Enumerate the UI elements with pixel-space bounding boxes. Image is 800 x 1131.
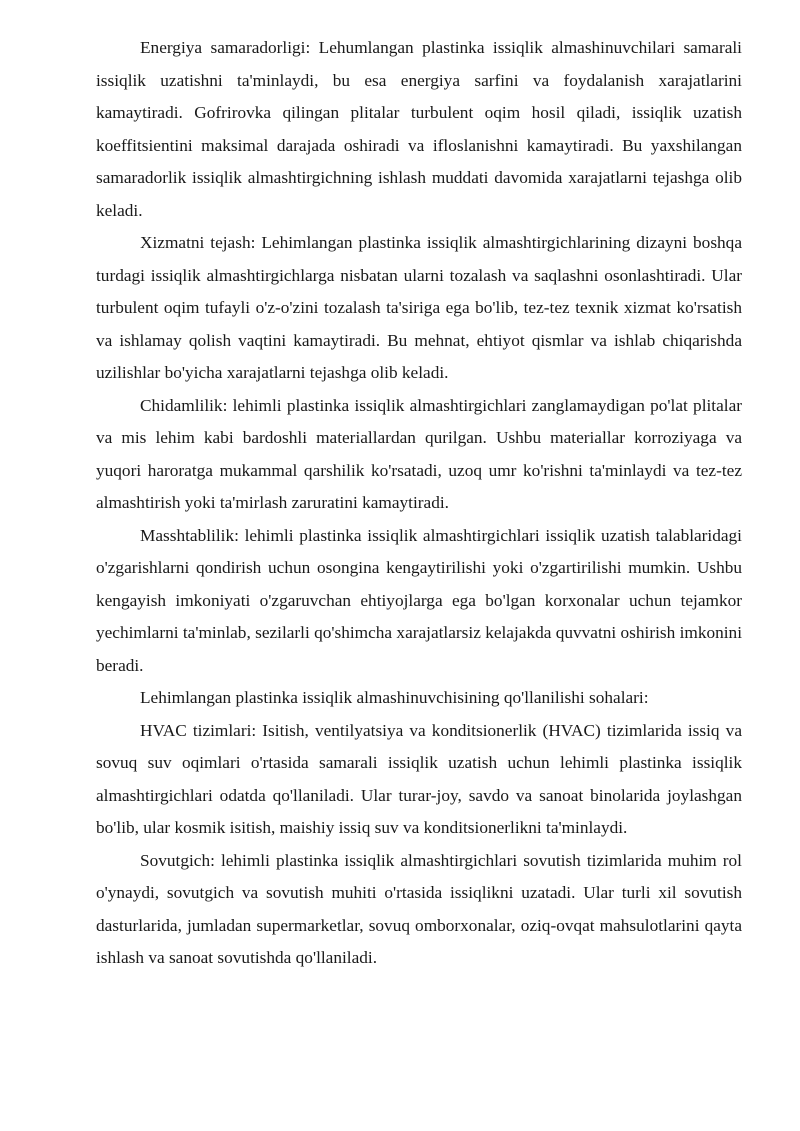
paragraph-energy-efficiency: Energiya samaradorligi: Lehumlangan plastinka issiqlik almashinuvchilari samarali issiqlik uzatishni ta'minlaydi, bu esa energiya sarfini va foydalanish xarajatlarini kamaytiradi. Gofrirovka qilingan plitalar turbulent oqim hosil qiladi, issiqlik uzatish koeffitsientini maksimal darajada oshiradi va ifloslanishni kamaytiradi. Bu yaxshilangan samaradorlik issiqlik almashtirgichning ishlash muddati davomida xarajatlarni tejashga olib keladi.: [96, 38, 742, 220]
paragraph-refrigeration: Sovutgich: lehimli plastinka issiqlik almashtirgichlari sovutish tizimlarida muhim rol o'ynaydi, sovutgich va sovutish muhiti o'rtasida issiqlikni uzatadi. Ular turli xil sovutish dasturlarida, jumladan supermarketlar, sovuq omborxonalar, oziq-ovqat mahsulotlarini qayta ishlash va sanoat sovutishda qo'llaniladi.: [96, 850, 742, 967]
paragraph-scalability: Masshtablilik: lehimli plastinka issiqlik almashtirgichlari issiqlik uzatish talablaridagi o'zgarishlarni qondirish uchun osongina kengaytirilishi yoki o'zgartirilishi mumkin. Ushbu kengayish imkoniyati o'zgaruvchan ehtiyojlarga ega bo'lgan korxonalar uchun tejamkor yechimlarni ta'minlab, sezilarli qo'shimcha xarajatlarsiz kelajakda quvvatni oshirish imkonini beradi.: [96, 525, 742, 675]
paragraph-service-savings: Xizmatni tejash: Lehimlangan plastinka issiqlik almashtirgichlarining dizayni boshqa turdagi issiqlik almashtirgichlarga nisbatan ularni tozalash va saqlashni osonlashtiradi. Ular turbulent oqim tufayli o'z-o'zini tozalash ta'siriga ega bo'lib, tez-tez texnik xizmat ko'rsatish va ishlamay qolish vaqtini kamaytiradi. Bu mehnat, ehtiyot qismlar va ishlab chiqarishda uzilishlar bo'yicha xarajatlarni tejashga olib keladi.: [96, 233, 742, 382]
document-page: [96, 32, 742, 975]
paragraph-applications-heading: Lehimlangan plastinka issiqlik almashinuvchisining qo'llanilishi sohalari:: [140, 688, 649, 707]
paragraph-durability: Chidamlilik: lehimli plastinka issiqlik almashtirgichlari zanglamaydigan po'lat plitalar va mis lehim kabi bardoshli materiallardan qurilgan. Ushbu materiallar korroziyaga va yuqori haroratga mukammal qarshilik ko'rsatadi, uzoq umr ko'rishni ta'minlaydi va tez-tez almashtirish yoki ta'mirlash zaruratini kamaytiradi.: [96, 395, 742, 512]
paragraph-hvac-systems: HVAC tizimlari: Isitish, ventilyatsiya va konditsionerlik (HVAC) tizimlarida issiq va sovuq suv oqimlari o'rtasida samarali issiqlik uzatish uchun lehimli plastinka issiqlik almashtirgichlari odatda qo'llaniladi. Ular turar-joy, savdo va sanoat binolarida joylashgan bo'lib, ular kosmik isitish, maishiy issiq suv va konditsionerlikni ta'minlaydi.: [96, 720, 742, 837]
